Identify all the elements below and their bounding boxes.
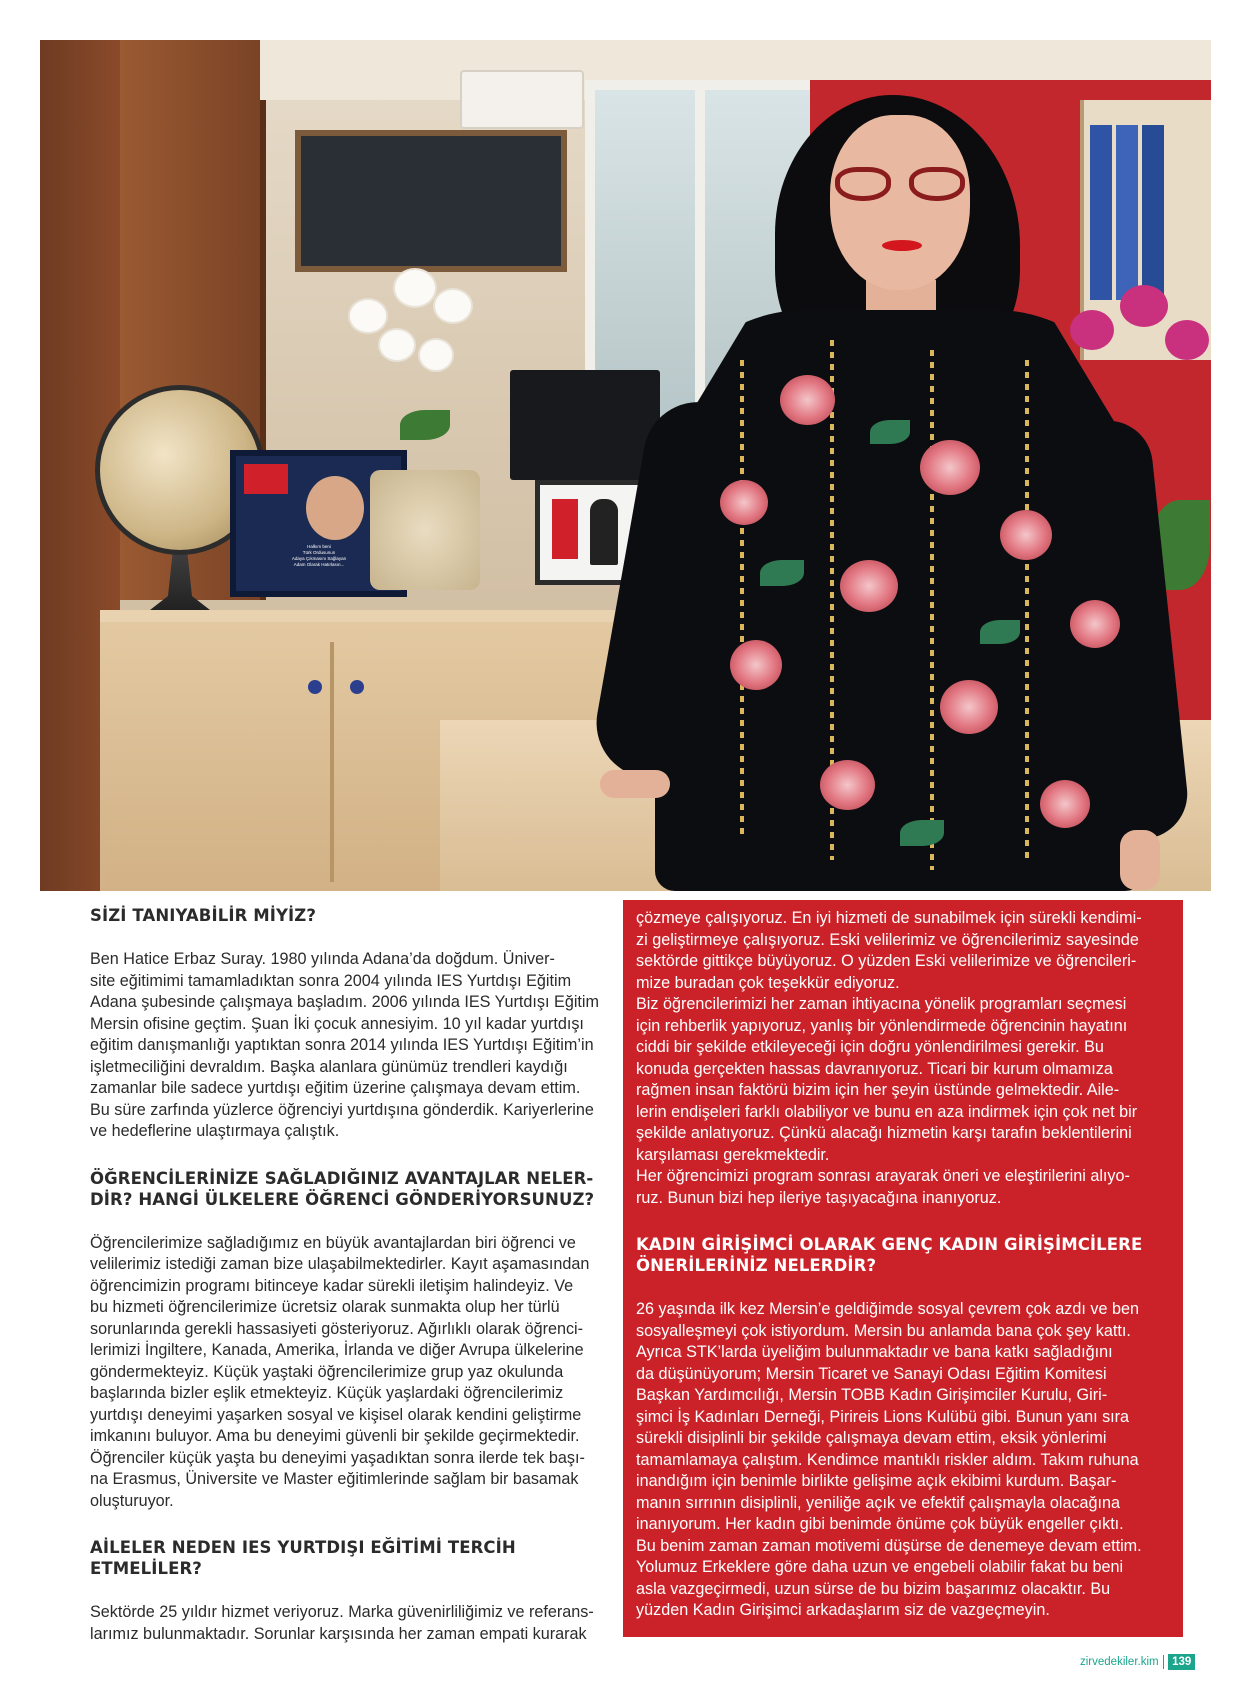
portrait-photo [40,40,1211,891]
orchid-flower [420,340,452,370]
photo-frame-face [306,476,364,540]
section-heading: AİLELER NEDEN IES YURTDIŞI EĞİTİMİ TERCİH ETMELİLER? [90,1538,516,1578]
dress-rose [730,640,782,690]
pink-orchid [1165,320,1209,360]
pink-orchid [1120,285,1168,327]
dress-rose [940,680,998,734]
pink-orchid [1070,310,1114,350]
dress-leaf [980,620,1020,644]
turkish-flag-icon [552,499,578,559]
footer-site: zirvedekiler.kim [1080,1656,1159,1668]
dress-chain-pattern [1025,360,1029,860]
dress-rose [780,375,835,425]
orchid-leaf [400,410,450,440]
section-heading: KADIN GİRİŞİMCİ OLARAK GENÇ KADIN GİRİŞİMCİLERE ÖNERİLERİNİZ NELERDİR? [636,1235,1143,1275]
photo-book [1090,125,1112,300]
section-heading: SİZİ TANIYABİLİR MİYİZ? [90,906,317,925]
body-paragraph: Sektörde 25 yıldır hizmet veriyoruz. Marka güvenirliliğimiz ve referans- larımız bulunmaktadır. Sorunlar karşısında her zaman empati kurarak [90,1603,594,1643]
footer-separator [1163,1655,1165,1669]
right-text-column [636,908,1171,1622]
photo-hand-left [600,770,670,798]
dress-leaf [900,820,944,846]
body-paragraph: Öğrencilerimize sağladığımız en büyük avantajlardan biri öğrenci ve velilerimiz istediği zaman bize ulaşabilmektedirler. Kayıt aşamasından öğrencimizin programı bitinceye kadar sürekli iletişim halindeyiz. Ve bu hizmeti öğrencilerimize ücretsiz olarak sunmakta olup her türlü sorunlarında gerekli hassasiyeti gösteriyoruz. Ağırlıklı olarak öğrenci- lerimizi İngiltere, Kanada, Amerika, İrlanda ve diğer Avrupa ülkelerine göndermekteyiz. Küçük yaştaki öğrencilerimize grup yaz okulunda başlarında bizler eşlik etmekteyiz. Küçük yaşlardaki öğrencilerimiz yurtdışı deneyimi yaşarken sosyal ve kişisel olarak kendini geliştirme imkanını buluyor. Ama bu deneyimi güvenli bir şekilde geçirmektedir. Öğrenciler küçük yaşta bu deneyimi yaşadıktan sonra ilerde tek başı- na Erasmus, Üniversite ve Master eğitimlerinde sağlam bir basamak oluşturuyor. [90,1233,590,1510]
orchid-flower [435,290,471,322]
photo-air-conditioner [460,70,584,129]
photo-lips [882,240,922,251]
dress-rose [820,760,875,810]
photo-glasses [835,167,965,203]
dress-leaf [870,420,910,444]
orchid-flower [380,330,414,360]
photo-orchid-pot [370,470,480,590]
orchid-flower [350,300,386,332]
section-heading: ÖĞRENCİLERİNİZE SAĞLADIĞINIZ AVANTAJLAR NELER- DİR? HANGİ ÜLKELERE ÖĞRENCİ GÖNDERİYORSUNUZ? [90,1168,595,1209]
body-paragraph: Ben Hatice Erbaz Suray. 1980 yılında Adana’da doğdum. Üniver- site eğitimimi tamamladıktan sonra 2004 yılında IES Yurtdışı Eğitim Adana şubesinde çalışmaya başladım. 2006 yılında IES Yurtdışı Eğitim Mersin ofisine geçtim. Şuan İki çocuk annesiyim. 10 yıl kadar yurtdışı eğitim danışmanlığı yaptıktan sonra 2014 yılında IES Yurtdışı Eğitim’in işletmeciliğini devraldım. Başka alanlara günümüz trendleri kaydığı zamanlar bile sadece yurtdışı eğitim üzerine çalışmaya devam ettim. Bu süre zarfında yüzlerce öğrenciyi yurtdışına gönderdik. Kariyerlerine ve hedeflerine ulaştırmaya çalıştık. [90,950,599,1140]
dress-rose [920,440,980,495]
photo-hand-right [1120,830,1160,890]
dress-rose [1040,780,1090,828]
body-paragraph: 26 yaşında ilk kez Mersin’e geldiğimde sosyal çevrem çok azdı ve ben sosyalleşmeyi çok istiyordum. Mersin bu anlamda bana çok şey kattı. Ayrıca STK’larda üyeliğim bulunmaktadır ve bana katkı sağladığını da düşünüyorum; Mersin Ticaret ve Sanayi Odası Eğitim Komitesi Başkan Yardımcılığı, Mersin TOBB Kadın Girişimciler Kurulu, Giri- şimci İş Kadınları Derneği, Pirireis Lions Kulübü gibi. Bunun yanı sıra sürekli disiplinli bir şekilde çalışmaya devam ettim, eksik yönlerimi tamamlamaya çalıştım. Kendimce mantıklı riskler aldım. Takım ruhuna inandığım için benimle birlikte gelişime açık ekibimi kurdum. Başar- manın sırrının disiplinli, yeniliğe açık ve efektif çalışmayla olacağına inanıyorum. Her kadın gibi benimde önüme çok büyük engeller çıktı. Bu benim zaman zaman motivemi düşürse de denemeye devam ettim. Yolumuz Erkeklere göre daha uzun ve engebeli olabilir fakat bu beni asla vazgeçirmedi, uzun sürse de bu bizim başarımız olacaktır. Bu yüzden Kadın Girişimci arkadaşlarım siz de vazgeçmeyin. [636,1300,1142,1619]
dress-leaf [760,560,804,586]
photo-cabinet-knob [308,680,322,694]
turkish-flag-icon [244,464,288,494]
dress-rose [1070,600,1120,648]
photo-book [1142,125,1164,300]
body-paragraph: çözmeye çalışıyoruz. En iyi hizmeti de sunabilmek için sürekli kendimi- zi geliştirmeye çalışıyoruz. Eski velilerimiz ve öğrencilerimiz sayesinde sektörde gittikçe büyüyoruz. O yüzden Eski velilerimize ve öğrencileri- mize buradan çok teşekkür ediyoruz. Biz öğrencilerimizi her zaman ihtiyacına yönelik programları seçmesi için rehberlik yapıyoruz, yanlış bir yönlendirmede öğrencinin hayatını ciddi bir şekilde etkileyeceği için doğru yönlendirilmesi gerekir. Bu konuda gerçekten hassas davranıyoruz. Ticari bir kurum olmamıza rağmen insan faktörü bizim için her şeyin üstünde gelmektedir. Aile- lerin endişeleri farklı olabiliyor ve bunu en aza indirmek için çok net bir şekilde anlatıyoruz. Çünkü alacağı hizmetin karşı tarafın beklentilerini karşılaması gerekmektedir. Her öğrencimizi program sonrası arayarak öneri ve eleştirilerini alıyo- ruz. Bunun bizi hep ileriye taşıyacağına inanıyoruz. [636,909,1142,1207]
orchid-flower [395,270,435,306]
photo-blackboard [295,130,567,272]
dress-rose [840,560,898,612]
page-number: 139 [1168,1654,1195,1670]
photo-monitor [510,370,660,480]
dress-rose [1000,510,1052,560]
left-text-column [90,905,615,1645]
dress-chain-pattern [740,360,744,840]
photo-cabinet-knob [350,680,364,694]
page-footer [1080,1654,1195,1670]
dress-chain-pattern [930,350,934,870]
photo-frame-caption: Halkım beni Türk Ordusunun Adaya Çıkmasını Sağlayan Adam Olarak Hatırlasın... [291,544,347,567]
photo-book [1116,125,1138,300]
dress-rose [720,480,768,525]
photo-frame-person [590,499,618,565]
